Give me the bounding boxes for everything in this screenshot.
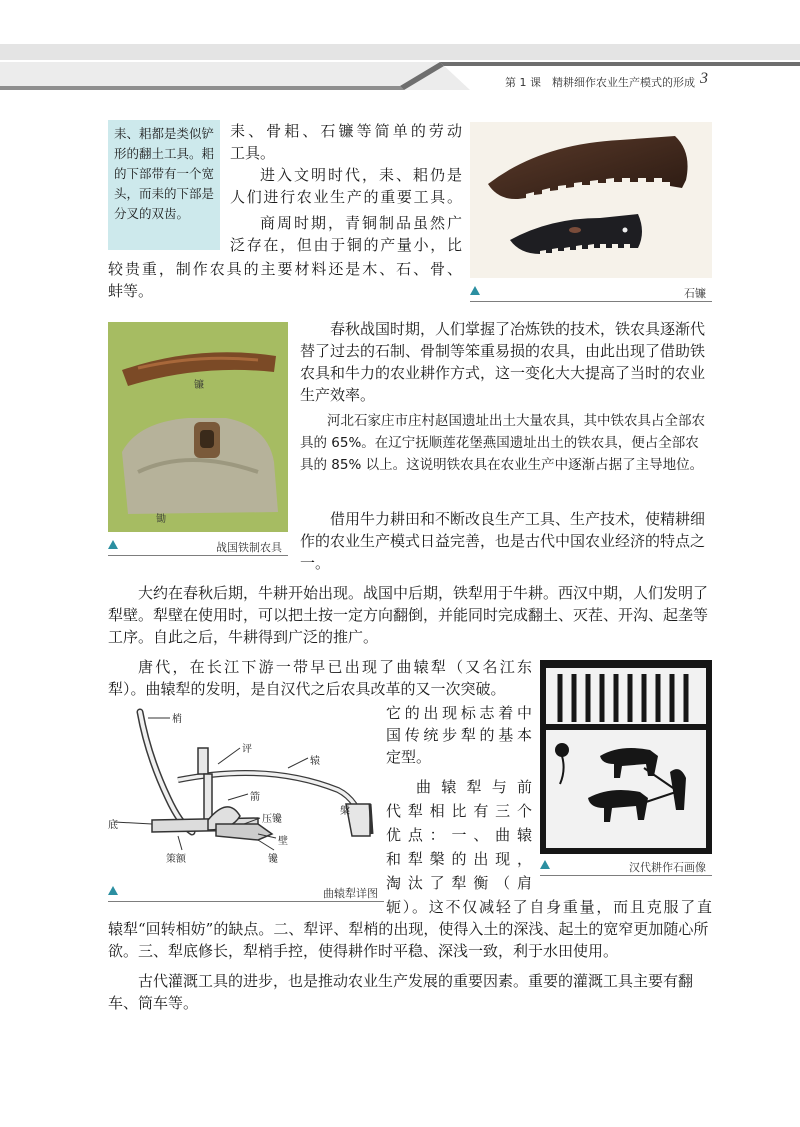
paragraph: 蚌等。 xyxy=(108,282,154,300)
label-bi: 壁 xyxy=(278,836,288,847)
paragraph: 轭）。这不仅减轻了自身重量，而且克服了直 xyxy=(386,898,712,916)
plow-diagram xyxy=(108,706,384,882)
caption-triangle-icon xyxy=(540,860,550,869)
paragraph: 耒、骨耜、石镰等简单的劳动 xyxy=(230,122,462,140)
lesson-title: 第 1 课 精耕细作农业生产模式的形成 xyxy=(505,76,695,89)
paragraph: 代犁相比有三个 xyxy=(386,802,532,820)
paragraph: 犁）。曲辕犁的发明，是自汉代之后农具改革的又一次突破。 xyxy=(108,680,506,698)
plow-diagram-caption: 曲辕犁详图 xyxy=(108,884,384,902)
paragraph: 古代灌溉工具的进步，也是推动农业生产发展的重要因素。重要的灌溉工具主要有翻车、筒车等。 xyxy=(108,972,694,1012)
paragraph: 较贵重，制作农具的主要材料还是木、石、骨、 xyxy=(108,260,462,278)
caption-triangle-icon xyxy=(470,286,480,295)
paragraph: 进入文明时代，耒、耜仍是 xyxy=(260,166,462,184)
label-jian: 箭 xyxy=(250,792,260,803)
paragraph: 河北石家庄市庄村赵国遗址出土大量农具，其中铁农具占全部农具的 65%。在辽宁抚顺莲花堡燕国遗址出土的铁农具，便占全部农具的 85% 以上。这说明铁农具在农业生产中逐渐占据了主导地位。 xyxy=(300,413,705,473)
paragraph: 国传统步犁的基本 xyxy=(386,726,532,744)
paragraph: 商周时期，青铜制品虽然广 xyxy=(260,214,462,232)
label-ping: 评 xyxy=(242,744,252,755)
label-sickle: 镰 xyxy=(194,380,204,391)
label-di: 底 xyxy=(108,820,118,831)
paragraph: 唐代，在长江下游一带早已出现了曲辕犁（又名江东 xyxy=(138,658,532,676)
stone-relief-caption: 汉代耕作石画像 xyxy=(540,858,712,876)
label-chan: 镵 xyxy=(268,854,278,865)
page-number: 3 xyxy=(700,70,708,87)
paragraph: 定型。 xyxy=(386,748,432,766)
paragraph: 辕犁“回转相妨”的缺点。二、犁评、犁梢的出现，使得入土的深浅、起土的宽窄更加随心所欲。三、犁底修长，犁梢手控，使得耕作时平稳、深浅一致，利于水田使用。 xyxy=(108,920,709,960)
caption-triangle-icon xyxy=(108,886,118,895)
paragraph: 和犁槃的出现， xyxy=(386,850,532,868)
label-cee: 策额 xyxy=(166,854,186,865)
label-shao: 梢 xyxy=(172,714,182,725)
paragraph: 曲辕犁与前 xyxy=(416,778,532,796)
label-yachan: 压镵 xyxy=(262,814,282,825)
stone-relief-image xyxy=(540,660,712,854)
paragraph: 人们进行农业生产的重要工具。 xyxy=(230,188,462,206)
paragraph: 工具。 xyxy=(230,144,276,162)
paragraph: 淘汰了犁衡（肩 xyxy=(386,874,532,892)
stone-sickle-photo xyxy=(470,122,712,278)
caption-triangle-icon xyxy=(108,540,118,549)
paragraph: 优点：一、曲辕 xyxy=(386,826,532,844)
paragraph: 它的出现标志着中 xyxy=(386,704,532,722)
paragraph: 大约在春秋后期，牛耕开始出现。战国中后期，铁犁用于牛耕。西汉中期，人们发明了犁壁。犁壁在使用时，可以把土按一定方向翻倒，并能同时完成翻土、灭茬、开沟、起垄等工序。自此之后，牛耕得到广泛的推广。 xyxy=(108,584,709,646)
paragraph: 借用牛力耕田和不断改良生产工具、生产技术，使精耕细作的农业生产模式日益完善，也是古代中国农业经济的特点之一。 xyxy=(300,510,706,572)
label-yuan: 辕 xyxy=(310,756,320,767)
stone-sickle-caption: 石镰 xyxy=(470,284,712,302)
iron-tools-caption: 战国铁制农具 xyxy=(108,538,288,556)
label-pan: 槃 xyxy=(340,806,350,817)
label-hoe: 锄 xyxy=(156,514,166,525)
iron-tools-photo xyxy=(108,322,288,532)
paragraph: 泛存在，但由于铜的产量小，比 xyxy=(230,236,462,254)
sidebar-note: 耒、耜都是类似铲形的翻土工具。耜的下部带有一个宽头，而耒的下部是分叉的双齿。 xyxy=(108,120,220,250)
paragraph: 春秋战国时期，人们掌握了冶炼铁的技术，铁农具逐渐代替了过去的石制、骨制等笨重易损的农具，由此出现了借助铁农具和牛力的农业耕作方式，这一变化大大提高了当时的农业生产效率。 xyxy=(300,320,706,404)
